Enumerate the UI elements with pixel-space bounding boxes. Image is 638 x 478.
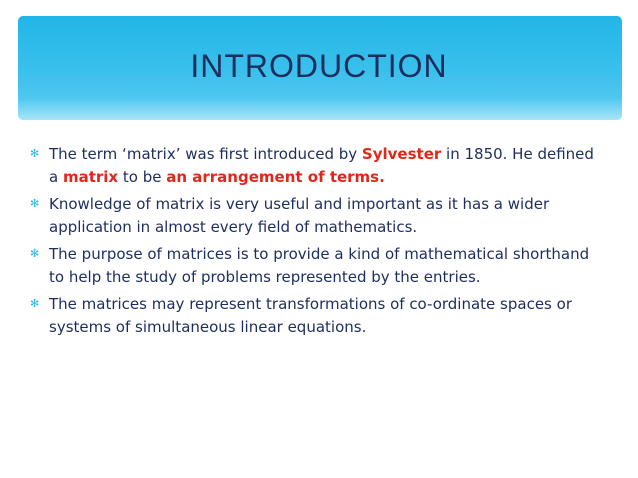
asterisk-bullet-icon: ✻: [30, 197, 40, 210]
asterisk-bullet-icon: ✻: [30, 147, 40, 160]
bullet-item: [30, 143, 605, 188]
highlight-sylvester: Sylvester: [361, 145, 442, 163]
bullet-text: The term ‘matrix’ was first introduced by: [49, 145, 362, 163]
bullet-item: [30, 243, 605, 288]
bullet-text: in 1850. He defined a: [49, 145, 594, 186]
asterisk-bullet-icon: ✻: [30, 297, 40, 310]
asterisk-bullet-icon: ✻: [30, 247, 40, 260]
highlight-definition: an arrangement of terms.: [166, 167, 385, 186]
bullet-list: [30, 143, 605, 343]
bullet-text: Knowledge of matrix is very useful and important as it has a wider application in almost every field of mathematics.: [49, 195, 550, 236]
bullet-item: [30, 193, 605, 238]
highlight-matrix: matrix: [62, 167, 119, 186]
bullet-item: [30, 293, 605, 338]
bullet-text: The matrices may represent transformations of co-ordinate spaces or systems of simultaneous linear equations.: [49, 295, 572, 336]
bullet-text: to be: [118, 167, 167, 186]
bullet-text: The purpose of matrices is to provide a kind of mathematical shorthand to help the study of problems represented by the entries.: [49, 245, 590, 286]
slide-title: INTRODUCTION: [190, 48, 448, 84]
